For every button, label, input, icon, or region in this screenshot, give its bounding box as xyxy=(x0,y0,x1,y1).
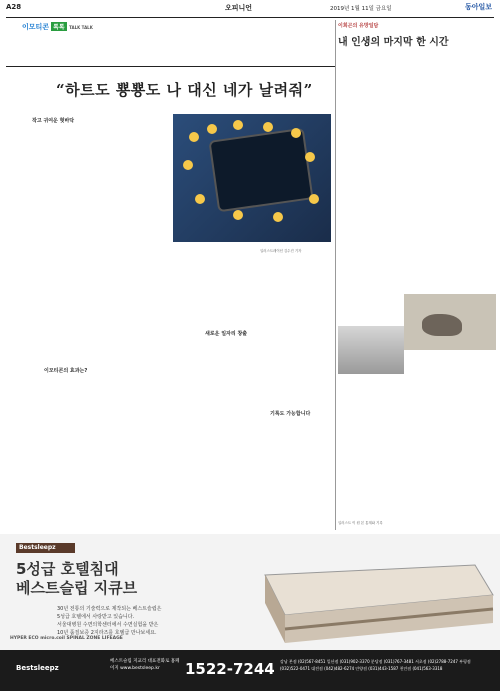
talk-caption: TALK TALK xyxy=(69,25,93,30)
mattress-image xyxy=(245,555,495,645)
ad-footer-logo: Bestsleepz xyxy=(16,664,59,672)
newspaper-brand: 동아일보 xyxy=(464,3,492,11)
emoji-icon xyxy=(233,210,243,220)
talk-logo-text: 이모티콘 xyxy=(22,23,50,31)
ad-logo: Bestsleepz xyxy=(16,543,75,553)
author-portrait xyxy=(338,326,404,374)
page-number: A28 xyxy=(6,3,22,11)
emoji-icon xyxy=(263,122,273,132)
ad-footer-text: 베스트슬립 지교리 대표전화로 홈페이지 www.bestsleep.kr xyxy=(110,659,180,671)
emoji-icon xyxy=(207,124,217,134)
ad-headline-line1: 5성급 호텔침대 xyxy=(16,560,119,578)
emoji-icon xyxy=(273,212,283,222)
ad-copy-line: 서울대병원 수면의학센터에서 수면실험을 받은 xyxy=(57,622,159,628)
brand-strip: HYPER ECO micro.coil SPINAL ZONE LIFEAGE xyxy=(10,636,123,641)
talk-logo xyxy=(22,22,93,32)
emoji-icon xyxy=(233,120,243,130)
talk-tag: 톡톡 xyxy=(53,24,65,31)
photo-caption: 일러스트레이션 김수진 기자 xyxy=(260,249,302,253)
column-body-3 xyxy=(338,378,494,518)
ad-copy-line: 30년 전통의 기술력으로 제작되는 베스트슬립은 xyxy=(57,606,162,612)
section-rule xyxy=(6,66,336,67)
ad-copy-line: 10년 품질보증 2지라즈를 호텔급 만나보세요. xyxy=(57,630,157,636)
article-col-3b xyxy=(256,422,332,530)
article-col-1 xyxy=(22,128,166,360)
column-label: 이희곤의 유망일담 xyxy=(338,23,379,29)
ad-headline xyxy=(16,560,137,598)
emoji-icon xyxy=(305,152,315,162)
photo-subject xyxy=(422,314,462,336)
page-header xyxy=(0,0,500,18)
ad-footer xyxy=(0,650,500,691)
phone-graphic xyxy=(208,128,313,213)
ad-headline-line2: 베스트슬립 지큐브 xyxy=(16,579,138,597)
issue-date: 2019년 1월 11일 금요일 xyxy=(330,6,392,12)
emoji-icon xyxy=(189,132,199,142)
emoji-icon xyxy=(309,194,319,204)
ad-copy xyxy=(57,605,162,637)
headline: “하트도 뿅뿅도 나 대신 네가 날려줘” xyxy=(56,81,313,99)
lead-paragraph xyxy=(120,22,330,64)
emoji-icon xyxy=(291,128,301,138)
ad-branches: 강남 본점 (02)567-8451 일산점 (031)902-3370 분당점 (031)767-3481 서초점 (02)2788-7247 부평점 (032)522-0471 대전점 (042)482-6274 안양점 (031)443-1587 천안점 (041)563-3318 xyxy=(280,659,471,671)
article-col-2b xyxy=(173,342,251,530)
column-headline: 내 인생의 마지막 한 시간 xyxy=(338,37,449,48)
column-divider xyxy=(335,20,336,530)
header-rule xyxy=(6,17,494,18)
subhead-1: 작고 귀여운 혓바닥 xyxy=(32,118,75,124)
illustration xyxy=(173,114,331,242)
emoji-icon xyxy=(183,160,193,170)
ad-copy-line: 5성급 호텔에서 사랑받고 있습니다. xyxy=(57,614,135,620)
subhead-4: 기록도 가능합니다 xyxy=(270,411,311,417)
column-body xyxy=(338,50,494,290)
article-col-3 xyxy=(256,255,332,405)
column-photo xyxy=(404,294,496,350)
subhead-3: 새로운 일자리 창출 xyxy=(205,331,248,337)
subhead-2: 이모티콘의 효과는? xyxy=(44,368,88,374)
ad-phone[interactable]: 1522-7244 xyxy=(185,660,275,678)
article-col-1b xyxy=(22,380,166,530)
author-caption: 일러스트 이 원 본 통계와 기록 xyxy=(338,521,383,525)
section-name: 오피니언 xyxy=(225,4,253,12)
column-body-2 xyxy=(338,294,400,324)
emoji-icon xyxy=(195,194,205,204)
